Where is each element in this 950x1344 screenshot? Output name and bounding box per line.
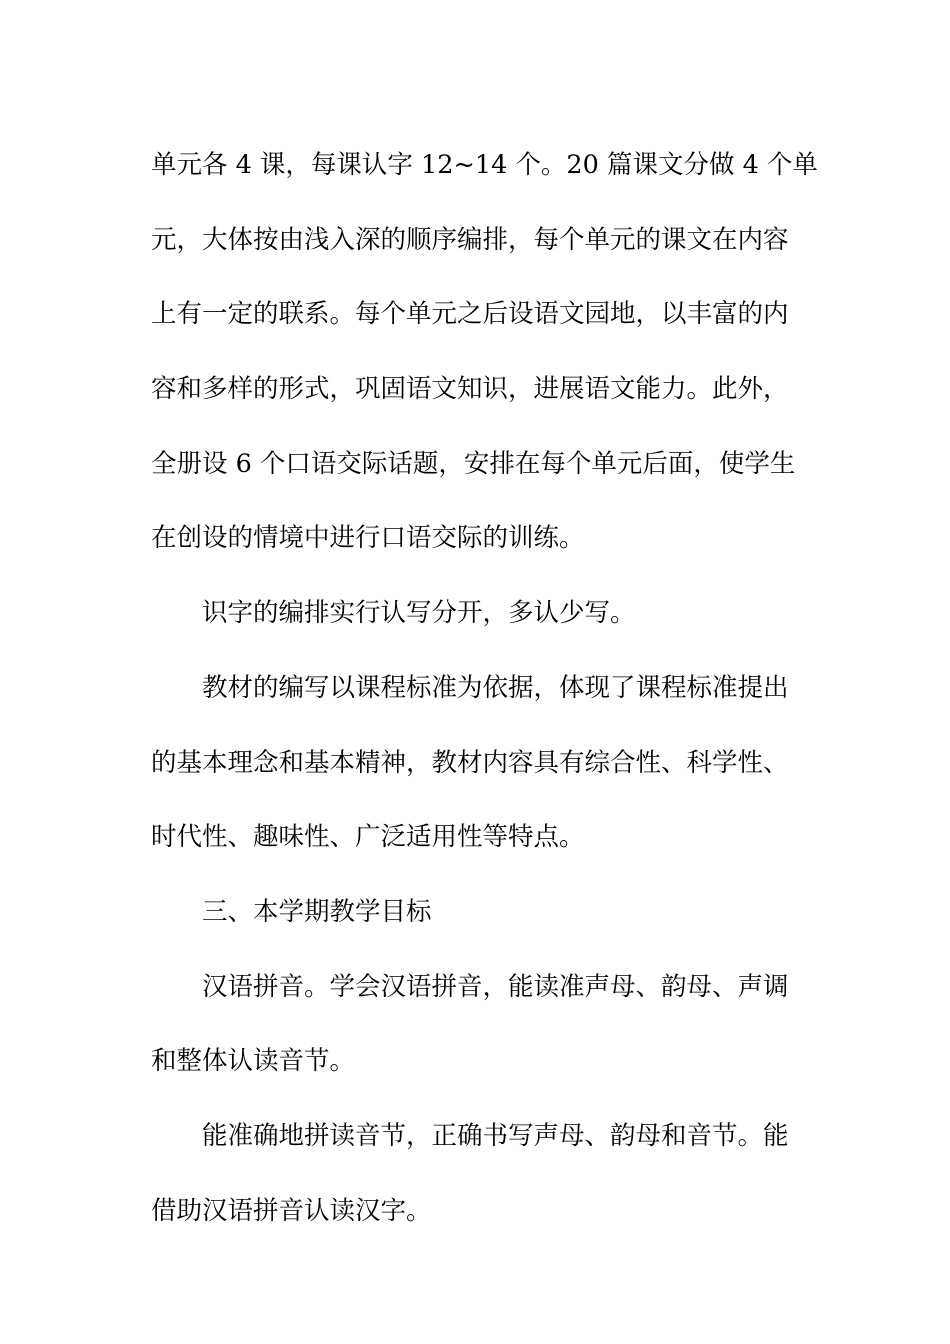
paragraph-2: 识字的编排实行认写分开，多认少写。 <box>202 598 636 629</box>
section-heading: 三、本学期教学目标 <box>202 896 432 927</box>
document-body <box>151 128 818 1248</box>
paragraph-3-line-2: 的基本理念和基本精神，教材内容具有综合性、科学性、 <box>151 747 789 778</box>
paragraph-4-line-1: 汉语拼音。学会汉语拼音，能读准声母、韵母、声调 <box>202 971 789 1002</box>
paragraph-1-line-6: 在创设的情境中进行口语交际的训练。 <box>151 523 585 554</box>
paragraph-5-line-1: 能准确地拼读音节，正确书写声母、韵母和音节。能 <box>202 1120 789 1151</box>
paragraph-3-line-3: 时代性、趣味性、广泛适用性等特点。 <box>151 822 585 853</box>
paragraph-1-line-3: 上有一定的联系。每个单元之后设语文园地，以丰富的内 <box>151 299 789 330</box>
paragraph-1-line-2: 元，大体按由浅入深的顺序编排，每个单元的课文在内容 <box>151 224 789 255</box>
paragraph-4-line-2: 和整体认读音节。 <box>151 1046 356 1077</box>
paragraph-1-line-5: 全册设 6 个口语交际话题，安排在每个单元后面，使学生 <box>151 448 796 479</box>
paragraph-5-line-2: 借助汉语拼音认读汉字。 <box>151 1195 432 1226</box>
paragraph-1-line-4: 容和多样的形式，巩固语文知识，进展语文能力。此外， <box>151 374 789 405</box>
paragraph-1-line-1: 单元各 4 课，每课认字 12~14 个。20 篇课文分做 4 个单 <box>151 150 818 180</box>
paragraph-3-line-1: 教材的编写以课程标准为依据，体现了课程标准提出 <box>202 672 789 703</box>
